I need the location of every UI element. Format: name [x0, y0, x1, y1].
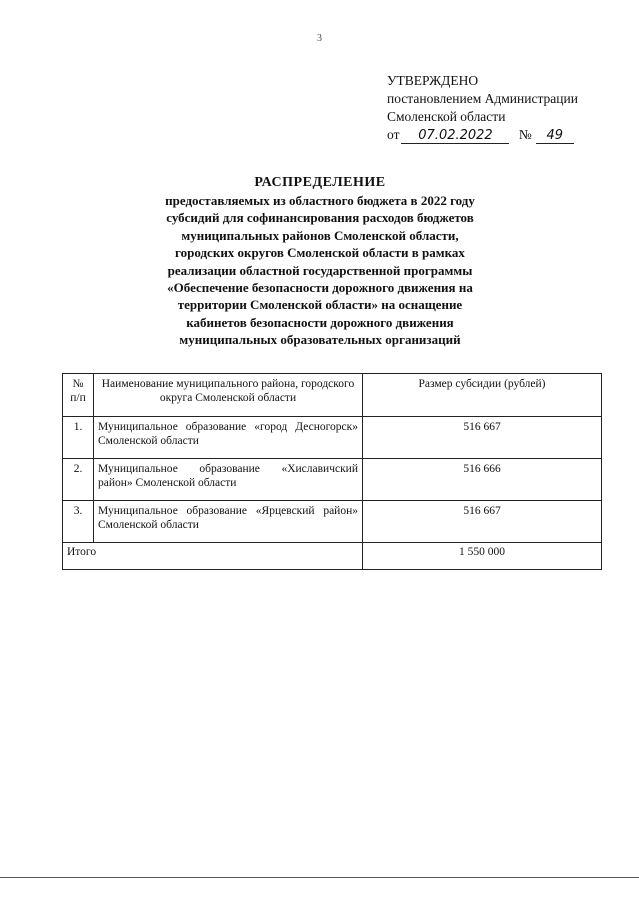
total-label: Итого [63, 543, 363, 570]
title-line: «Обеспечение безопасности дорожного движения на [167, 280, 473, 296]
approval-line-1: постановлением Администрации [387, 91, 578, 106]
header-num: № п/п [63, 374, 94, 417]
bottom-divider [0, 877, 639, 878]
title-line: муниципальных районов Смоленской области, [181, 227, 459, 243]
title-line: муниципальных образовательных организаций [179, 332, 461, 348]
row-name: Муниципальное образование «город Десногорск» Смоленской области [94, 417, 363, 459]
approval-stamp [387, 72, 627, 144]
row-num: 1. [63, 417, 94, 459]
row-amount: 516 667 [363, 417, 602, 459]
row-amount: 516 666 [363, 459, 602, 501]
approval-status: УТВЕРЖДЕНО [387, 73, 479, 88]
approval-from-label: от [387, 127, 400, 142]
table-header-row [63, 374, 602, 417]
header-amount: Размер субсидии (рублей) [363, 374, 602, 417]
approval-date: 07.02.2022 [401, 129, 509, 144]
approval-number: 49 [536, 129, 574, 144]
table-row [63, 417, 602, 459]
document-title [120, 174, 520, 349]
title-line: городских округов Смоленской области в рамках [175, 245, 465, 261]
title-line: реализации областной государственной программы [167, 262, 473, 278]
page-number: 3 [317, 33, 322, 44]
row-name: Муниципальное образование «Хиславичский район» Смоленской области [94, 459, 363, 501]
title-line: кабинетов безопасности дорожного движения [186, 314, 454, 330]
table-row [63, 501, 602, 543]
row-num: 2. [63, 459, 94, 501]
total-row [63, 543, 602, 570]
title-line: территории Смоленской области» на оснащение [177, 297, 463, 313]
approval-date-line [387, 126, 627, 144]
subsidy-table [62, 373, 602, 570]
row-amount: 516 667 [363, 501, 602, 543]
title-line: предоставляемых из областного бюджета в 2022 году [165, 193, 475, 208]
total-amount: 1 550 000 [363, 543, 602, 570]
row-num: 3. [63, 501, 94, 543]
approval-line-2: Смоленской области [387, 109, 506, 124]
table-row [63, 459, 602, 501]
title-main: РАСПРЕДЕЛЕНИЕ [254, 175, 386, 190]
row-name: Муниципальное образование «Ярцевский район» Смоленской области [94, 501, 363, 543]
approval-number-label: № [518, 127, 532, 142]
header-name: Наименование муниципального района, городского округа Смоленской области [94, 374, 363, 417]
title-line: субсидий для софинансирования расходов бюджетов [166, 210, 474, 226]
